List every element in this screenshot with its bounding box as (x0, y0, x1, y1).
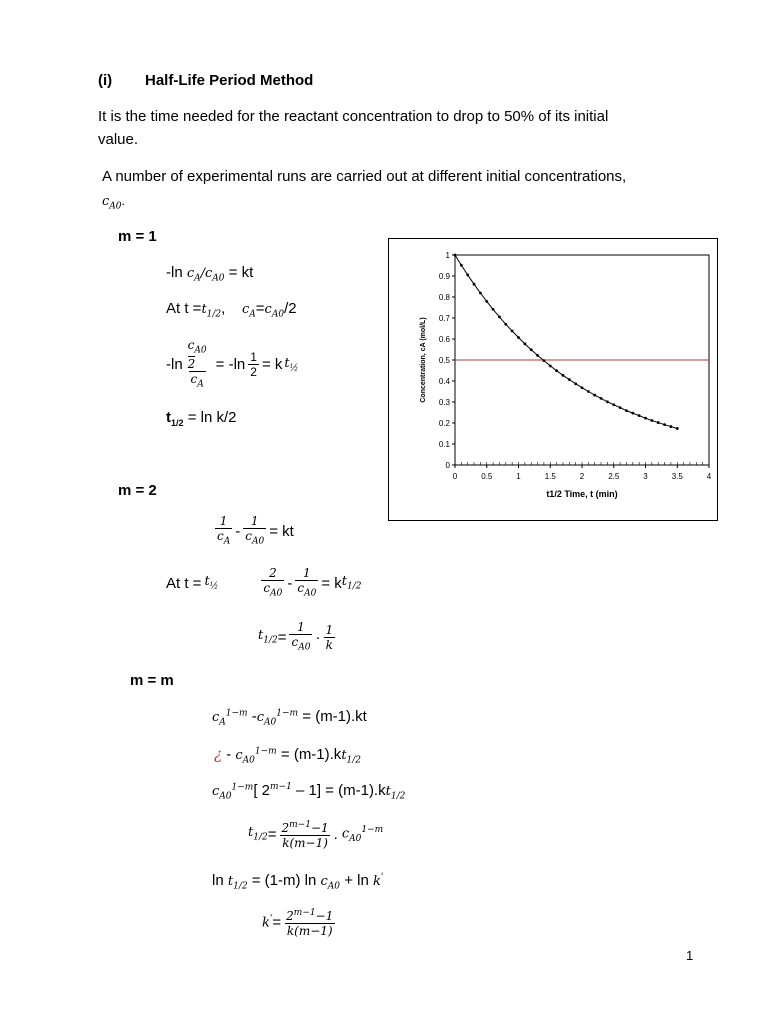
data-point (670, 425, 673, 428)
m1-eq2: At $t =t_{1/2}$, $c_A=c_{A0}/2$ (166, 300, 297, 320)
y-tick-label: 0.8 (438, 293, 450, 302)
data-point (492, 308, 495, 311)
m1-heading: m = 1 (118, 228, 157, 245)
half-life-chart (388, 238, 718, 521)
x-tick-label: 3 (643, 472, 648, 481)
m2-eq3: $t_{1/2}$ = $\frac{1}{c_{A0}}$ · $\frac{1}{k}$ (258, 620, 334, 653)
data-point (581, 386, 584, 389)
m1-eq3-half: $\frac{1}{2}$ (250, 350, 257, 380)
data-point (657, 421, 660, 424)
y-tick-label: 0.5 (438, 356, 450, 365)
data-point (473, 283, 476, 286)
data-point (663, 423, 666, 426)
data-point (600, 397, 603, 400)
data-point (619, 406, 622, 409)
data-point (466, 274, 469, 277)
x-tick-label: 1 (516, 472, 521, 481)
data-point (511, 330, 514, 333)
intro-symbol-ca0: $c_{A0}$. (102, 193, 126, 212)
x-tick-label: 0.5 (481, 472, 493, 481)
x-tick-label: 2 (579, 472, 585, 481)
x-tick-label: 1.5 (544, 472, 556, 481)
y-tick-label: 0.9 (438, 272, 450, 281)
data-point (593, 394, 596, 397)
concentration-curve (455, 255, 677, 428)
y-tick-label: 0.3 (438, 398, 450, 407)
y-tick-label: 0.4 (438, 377, 450, 386)
data-point (536, 354, 539, 357)
m1-eq4: $t_{1/2} = \ln k/2$ (166, 409, 237, 428)
intro-line-2: value. (98, 131, 139, 148)
x-axis-label: t1/2 Time, t (min) (546, 489, 618, 499)
data-point (460, 264, 463, 267)
m2-heading: m = 2 (118, 482, 157, 499)
chart-svg (389, 239, 716, 519)
intro-line-3: A number of experimental runs are carried out at different initial concentrations, (102, 168, 627, 185)
x-tick-label: 2.5 (608, 472, 620, 481)
data-point (562, 374, 565, 377)
data-point (574, 382, 577, 385)
m1-eq3-fraction: $c_{A0}$ 2 $c_A$ (187, 338, 207, 390)
data-point (568, 378, 571, 381)
m1-eq3: -ln $c_{A0}$ 2 $c_A$ = -ln $\frac{1}{2}$ = k $t_{\frac{1}{2}}$ (166, 338, 299, 390)
data-point (612, 403, 615, 406)
data-point (606, 400, 609, 403)
data-point (631, 412, 634, 415)
data-point (549, 364, 552, 367)
data-point (638, 414, 641, 417)
m2-eq2: At t = $t_{\frac{1}{2}}$ $\frac{2}{c_{A0}}$ - $\frac{1}{c_{A0}}$ = k $t_{1/2}$ (166, 566, 362, 599)
data-point (644, 417, 647, 420)
y-axis-label: Concentration, cA (mol/L) (420, 317, 427, 403)
intro-line-1: It is the time needed for the reactant concentration to drop to 50% of its initial (98, 108, 609, 125)
data-point (650, 419, 653, 422)
data-point (523, 342, 526, 345)
y-tick-label: 0 (445, 461, 450, 470)
data-point (485, 300, 488, 303)
data-point (587, 390, 590, 393)
data-point (530, 348, 533, 351)
mm-heading: m = m (130, 672, 174, 689)
mm-eq1: $c_A^{1-m}$ $-c_{A0}^{1-m} = (m-1).kt$ (212, 708, 367, 728)
data-point (543, 359, 546, 362)
x-tick-label: 3.5 (671, 472, 683, 481)
m1-eq1: -ln $c_A/c_{A0}$ = kt (166, 264, 254, 284)
y-tick-label: 1 (445, 251, 450, 260)
x-tick-label: 4 (706, 472, 712, 481)
data-point (498, 316, 501, 319)
data-point (676, 427, 679, 430)
y-tick-label: 0.6 (438, 335, 450, 344)
y-tick-label: 0.2 (438, 419, 450, 428)
mm-eq3: $c_{A0}^{1-m}$[ $2^{m-1} - 1] = (m-1).kt_{1/2}$ (212, 782, 406, 802)
mm-eq4: $t_{1/2}$ = $\frac{2^{m-1}-1}{k(m-1)}$ . $c_{A0}^{1-m}$ (248, 820, 384, 850)
section-number: (i) (98, 72, 113, 89)
mm-eq2: ¿ - $c_{A0}^{1-m} = (m-1).kt_{1/2}$ (214, 745, 362, 766)
data-point (504, 323, 507, 326)
mm-eq5: $\ln t_{1/2} = (1-m)$ $\ln c_{A0} + \ln k'$ (212, 872, 384, 892)
data-point (517, 336, 520, 339)
data-point (625, 409, 628, 412)
page-number: 1 (686, 948, 694, 963)
data-point (479, 292, 482, 295)
m2-eq1: $\frac{1}{c_A}$ - $\frac{1}{c_{A0}}$ = kt (217, 514, 294, 547)
y-tick-label: 0.7 (438, 314, 450, 323)
mm-eq6: k' = $\frac{2^{m-1}-1}{k(m-1)}$ (262, 908, 334, 938)
data-point (454, 254, 457, 257)
x-tick-label: 0 (452, 472, 458, 481)
y-tick-label: 0.1 (438, 440, 450, 449)
section-title: Half-Life Period Method (145, 72, 314, 89)
data-point (555, 369, 558, 372)
